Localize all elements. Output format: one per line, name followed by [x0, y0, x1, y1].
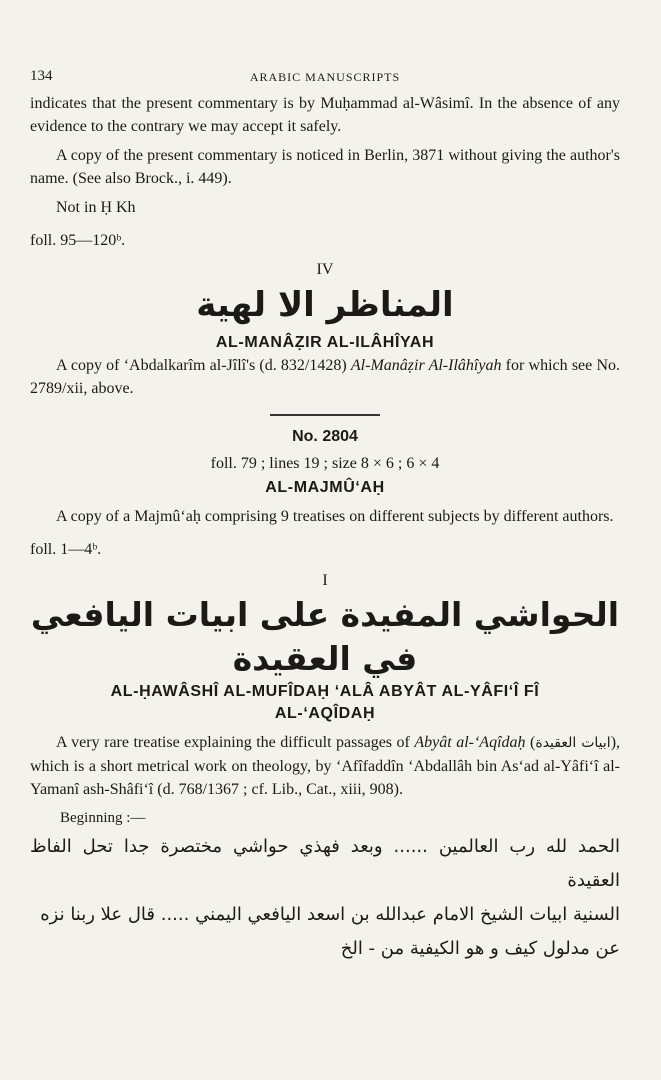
- not-in-note: Not in Ḥ Kh: [56, 199, 136, 216]
- page-number: 134: [30, 68, 53, 84]
- intro-paragraph-2: A copy of the present commentary is noticed in Berlin, 3871 without giving the author's name. (See also Brock., i. 449).: [30, 147, 620, 187]
- record-title: AL-MAJMÛ‘AḤ: [265, 479, 385, 496]
- intro-paragraph-1: indicates that the present commentary is by Muḥammad al-Wâsimî. In the absence of any evidence to the contrary we may accept it safely.: [30, 95, 620, 135]
- desc-text: (: [525, 734, 536, 751]
- folio-range: foll. 95—120ᵇ.: [30, 232, 126, 249]
- transliterated-title-i-line1: AL-ḤAWÂSHÎ AL-MUFÎDAḤ ‘ALÂ ABYÂT AL-YÂFI‘Î FÎ: [110, 683, 540, 700]
- section-i-description: [30, 731, 620, 801]
- record-description: A copy of a Majmû‘aḥ comprising 9 treatises on different subjects by different authors.: [56, 508, 614, 525]
- work-title: Al-Manâẓir Al-Ilâhîyah: [350, 357, 502, 374]
- work-title: Abyât al-‘Aqîdaḥ: [414, 734, 526, 751]
- arabic-incipit-line-3: عن مدلول كيف و هو الكيفية من - الخ: [340, 938, 620, 959]
- record-folio: foll. 1—4ᵇ.: [30, 541, 102, 558]
- section-iv-description: [30, 354, 620, 400]
- running-title: ARABIC MANUSCRIPTS: [249, 70, 401, 84]
- desc-text: A copy of ‘Abdalkarîm al-Jîlî's (d. 832/1428): [56, 357, 351, 374]
- page-header: [30, 68, 620, 92]
- desc-text: A very rare treatise explaining the difficult passages of: [56, 734, 415, 751]
- arabic-incipit-line-2: السنية ابيات الشيخ الامام عبدالله بن اسعد اليافعي اليمني ..... قال علا ربنا نزه: [40, 904, 620, 925]
- arabic-title-iv: المناظر الا لهية: [196, 285, 454, 325]
- record-details: foll. 79 ; lines 19 ; size 8 × 6 ; 6 × 4: [210, 455, 440, 472]
- section-divider: [270, 414, 380, 416]
- desc-text: for which see No. 2789/xii, above.: [30, 357, 621, 397]
- transliterated-title-i-line2: AL-‘AQÎDAḤ: [274, 705, 376, 722]
- desc-text: ), which is a short metrical work on theology, by ‘Afîfaddîn ‘Abdallâh bin As‘ad al-Yâfi‘î al-Yamanî ash-Shâfi‘î (d. 768/1367 ; cf. Lib., Cat., xiii, 908).: [30, 734, 621, 798]
- arabic-incipit-line-1: الحمد لله رب العالمين ...... وبعد فهذي حواشي مختصرة جدا تحل الفاظ العقيدة: [30, 836, 620, 891]
- record-number: No. 2804: [292, 428, 358, 445]
- arabic-title-i: الحواشي المفيدة على ابيات اليافعي في العقيدة: [30, 595, 620, 678]
- section-numeral-i: I: [322, 572, 328, 589]
- arabic-work-title: ابيات العقيدة: [535, 735, 611, 751]
- section-numeral-iv: IV: [316, 261, 334, 278]
- manuscript-page: [30, 68, 620, 966]
- beginning-label: Beginning :—: [60, 810, 146, 826]
- transliterated-title-iv: AL-MANÂẒIR AL-ILÂHÎYAH: [215, 334, 435, 351]
